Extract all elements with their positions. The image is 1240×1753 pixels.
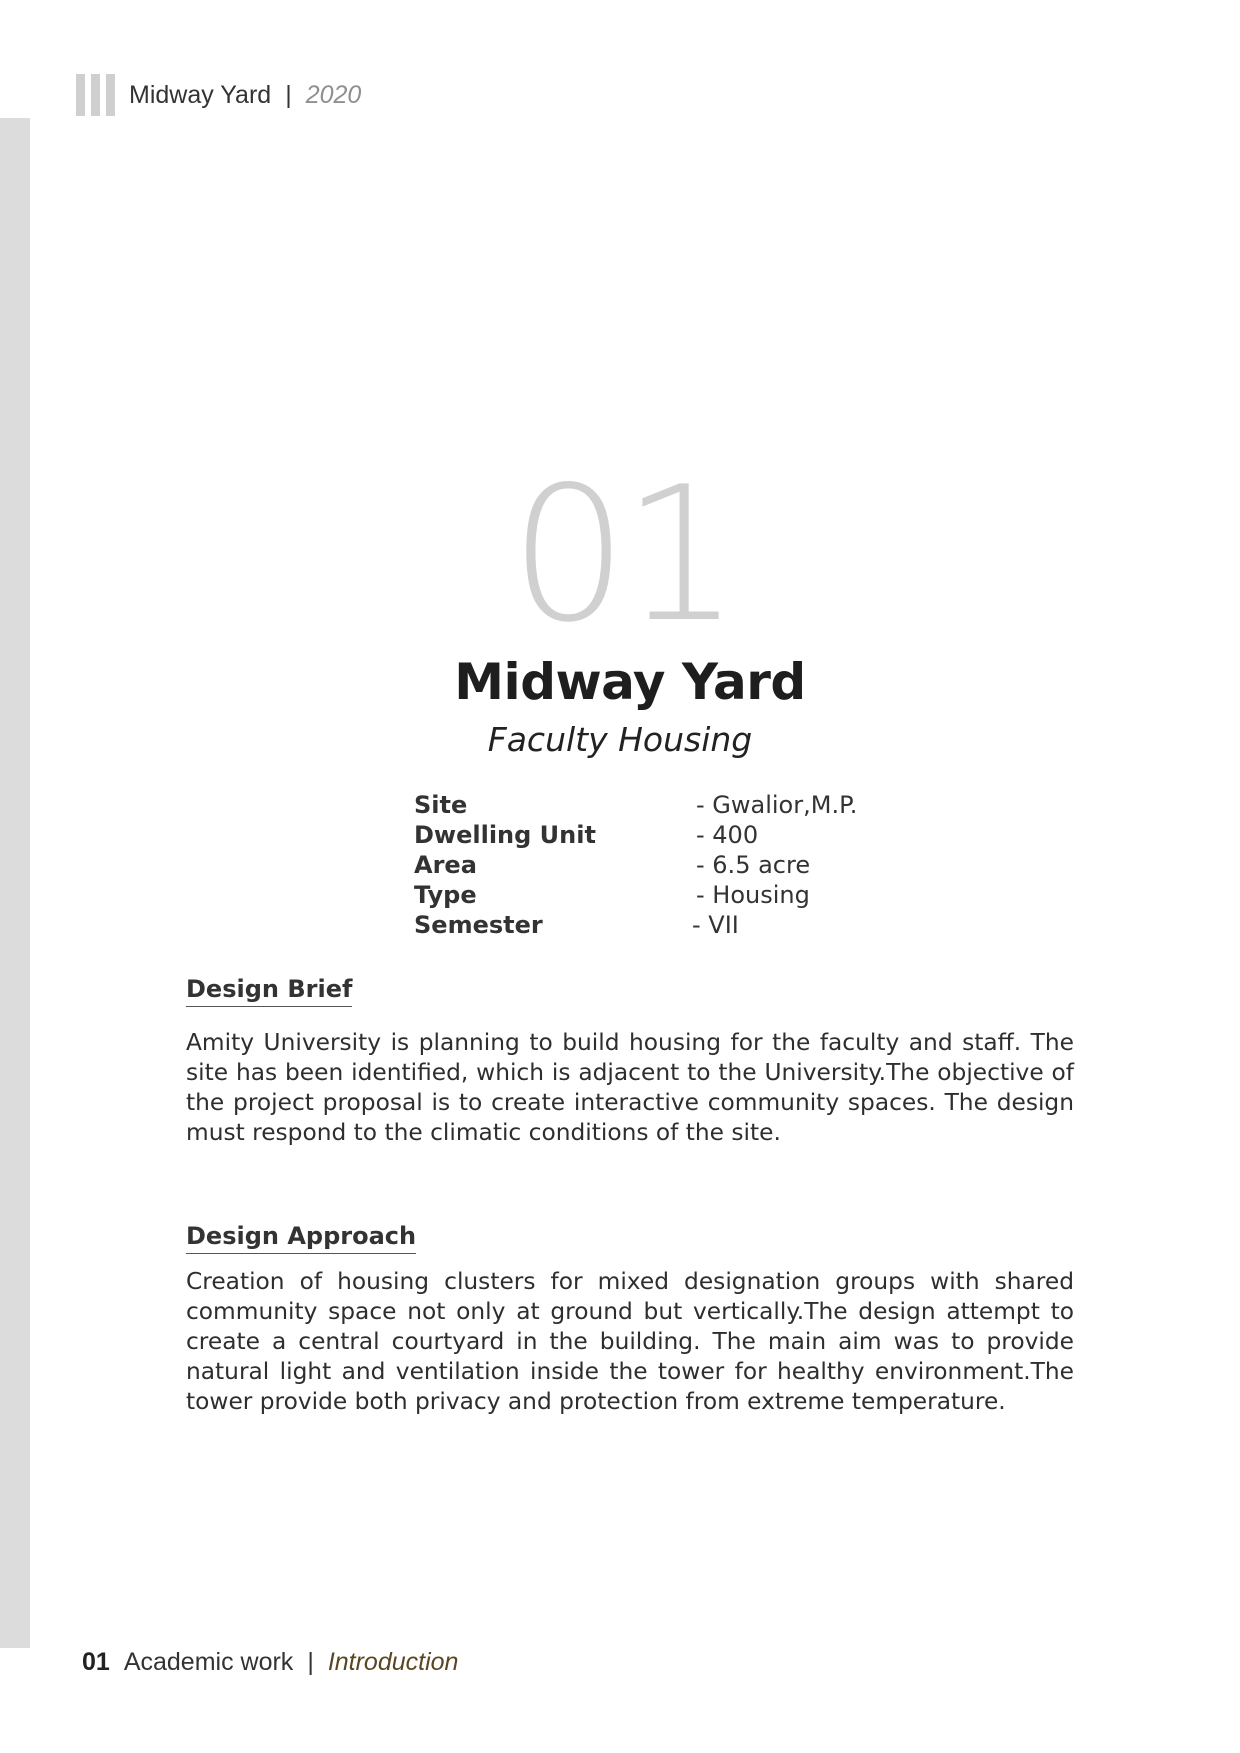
detail-row-dwelling-unit <box>414 820 894 850</box>
side-band-decoration <box>0 118 30 1648</box>
detail-value: - 400 <box>696 821 759 849</box>
design-brief-text: Amity University is planning to build housing for the faculty and staff. The site has been identified, which is adjacent to the University.The objective of the project proposal is to create interactive community spaces. The design must respond to the climatic conditions of the site. <box>186 1029 1074 1146</box>
detail-value: - Gwalior,M.P. <box>696 791 858 819</box>
detail-row-type <box>414 880 894 910</box>
design-approach-text: Creation of housing clusters for mixed designation groups with shared community space not only at ground but vertically.The design attempt to create a central courtyard in the building. The main aim was to provide natural light and ventilation inside the tower for healthy environment.The tower provide both privacy and protection from extreme temperature. <box>186 1268 1074 1415</box>
detail-value: - VII <box>692 911 739 939</box>
detail-row-area <box>414 850 894 880</box>
detail-label: Semester <box>414 911 543 939</box>
detail-value: - Housing <box>696 881 810 909</box>
project-details <box>414 790 894 940</box>
footer-section: Academic work <box>123 1648 294 1676</box>
page-header <box>76 74 361 116</box>
header-year: 2020 <box>305 80 362 109</box>
page-footer <box>82 1648 458 1684</box>
design-brief-heading: Design Brief <box>186 975 352 1007</box>
project-title: Midway Yard <box>454 653 806 711</box>
footer-separator: | <box>307 1648 314 1676</box>
project-number: 01 <box>509 446 735 663</box>
page-number: 01 <box>82 1648 110 1676</box>
footer-chapter: Introduction <box>327 1648 459 1676</box>
detail-row-semester <box>414 910 894 940</box>
detail-label: Type <box>414 881 477 909</box>
detail-row-site <box>414 790 894 820</box>
header-bars-icon <box>76 74 115 116</box>
project-subtitle: Faculty Housing <box>487 720 753 759</box>
header-title: Midway Yard <box>129 80 272 109</box>
design-approach-heading: Design Approach <box>186 1222 416 1254</box>
detail-value: - 6.5 acre <box>696 851 811 879</box>
detail-label: Dwelling Unit <box>414 821 596 849</box>
header-separator: | <box>285 80 292 109</box>
detail-label: Site <box>414 791 468 819</box>
detail-label: Area <box>414 851 477 879</box>
